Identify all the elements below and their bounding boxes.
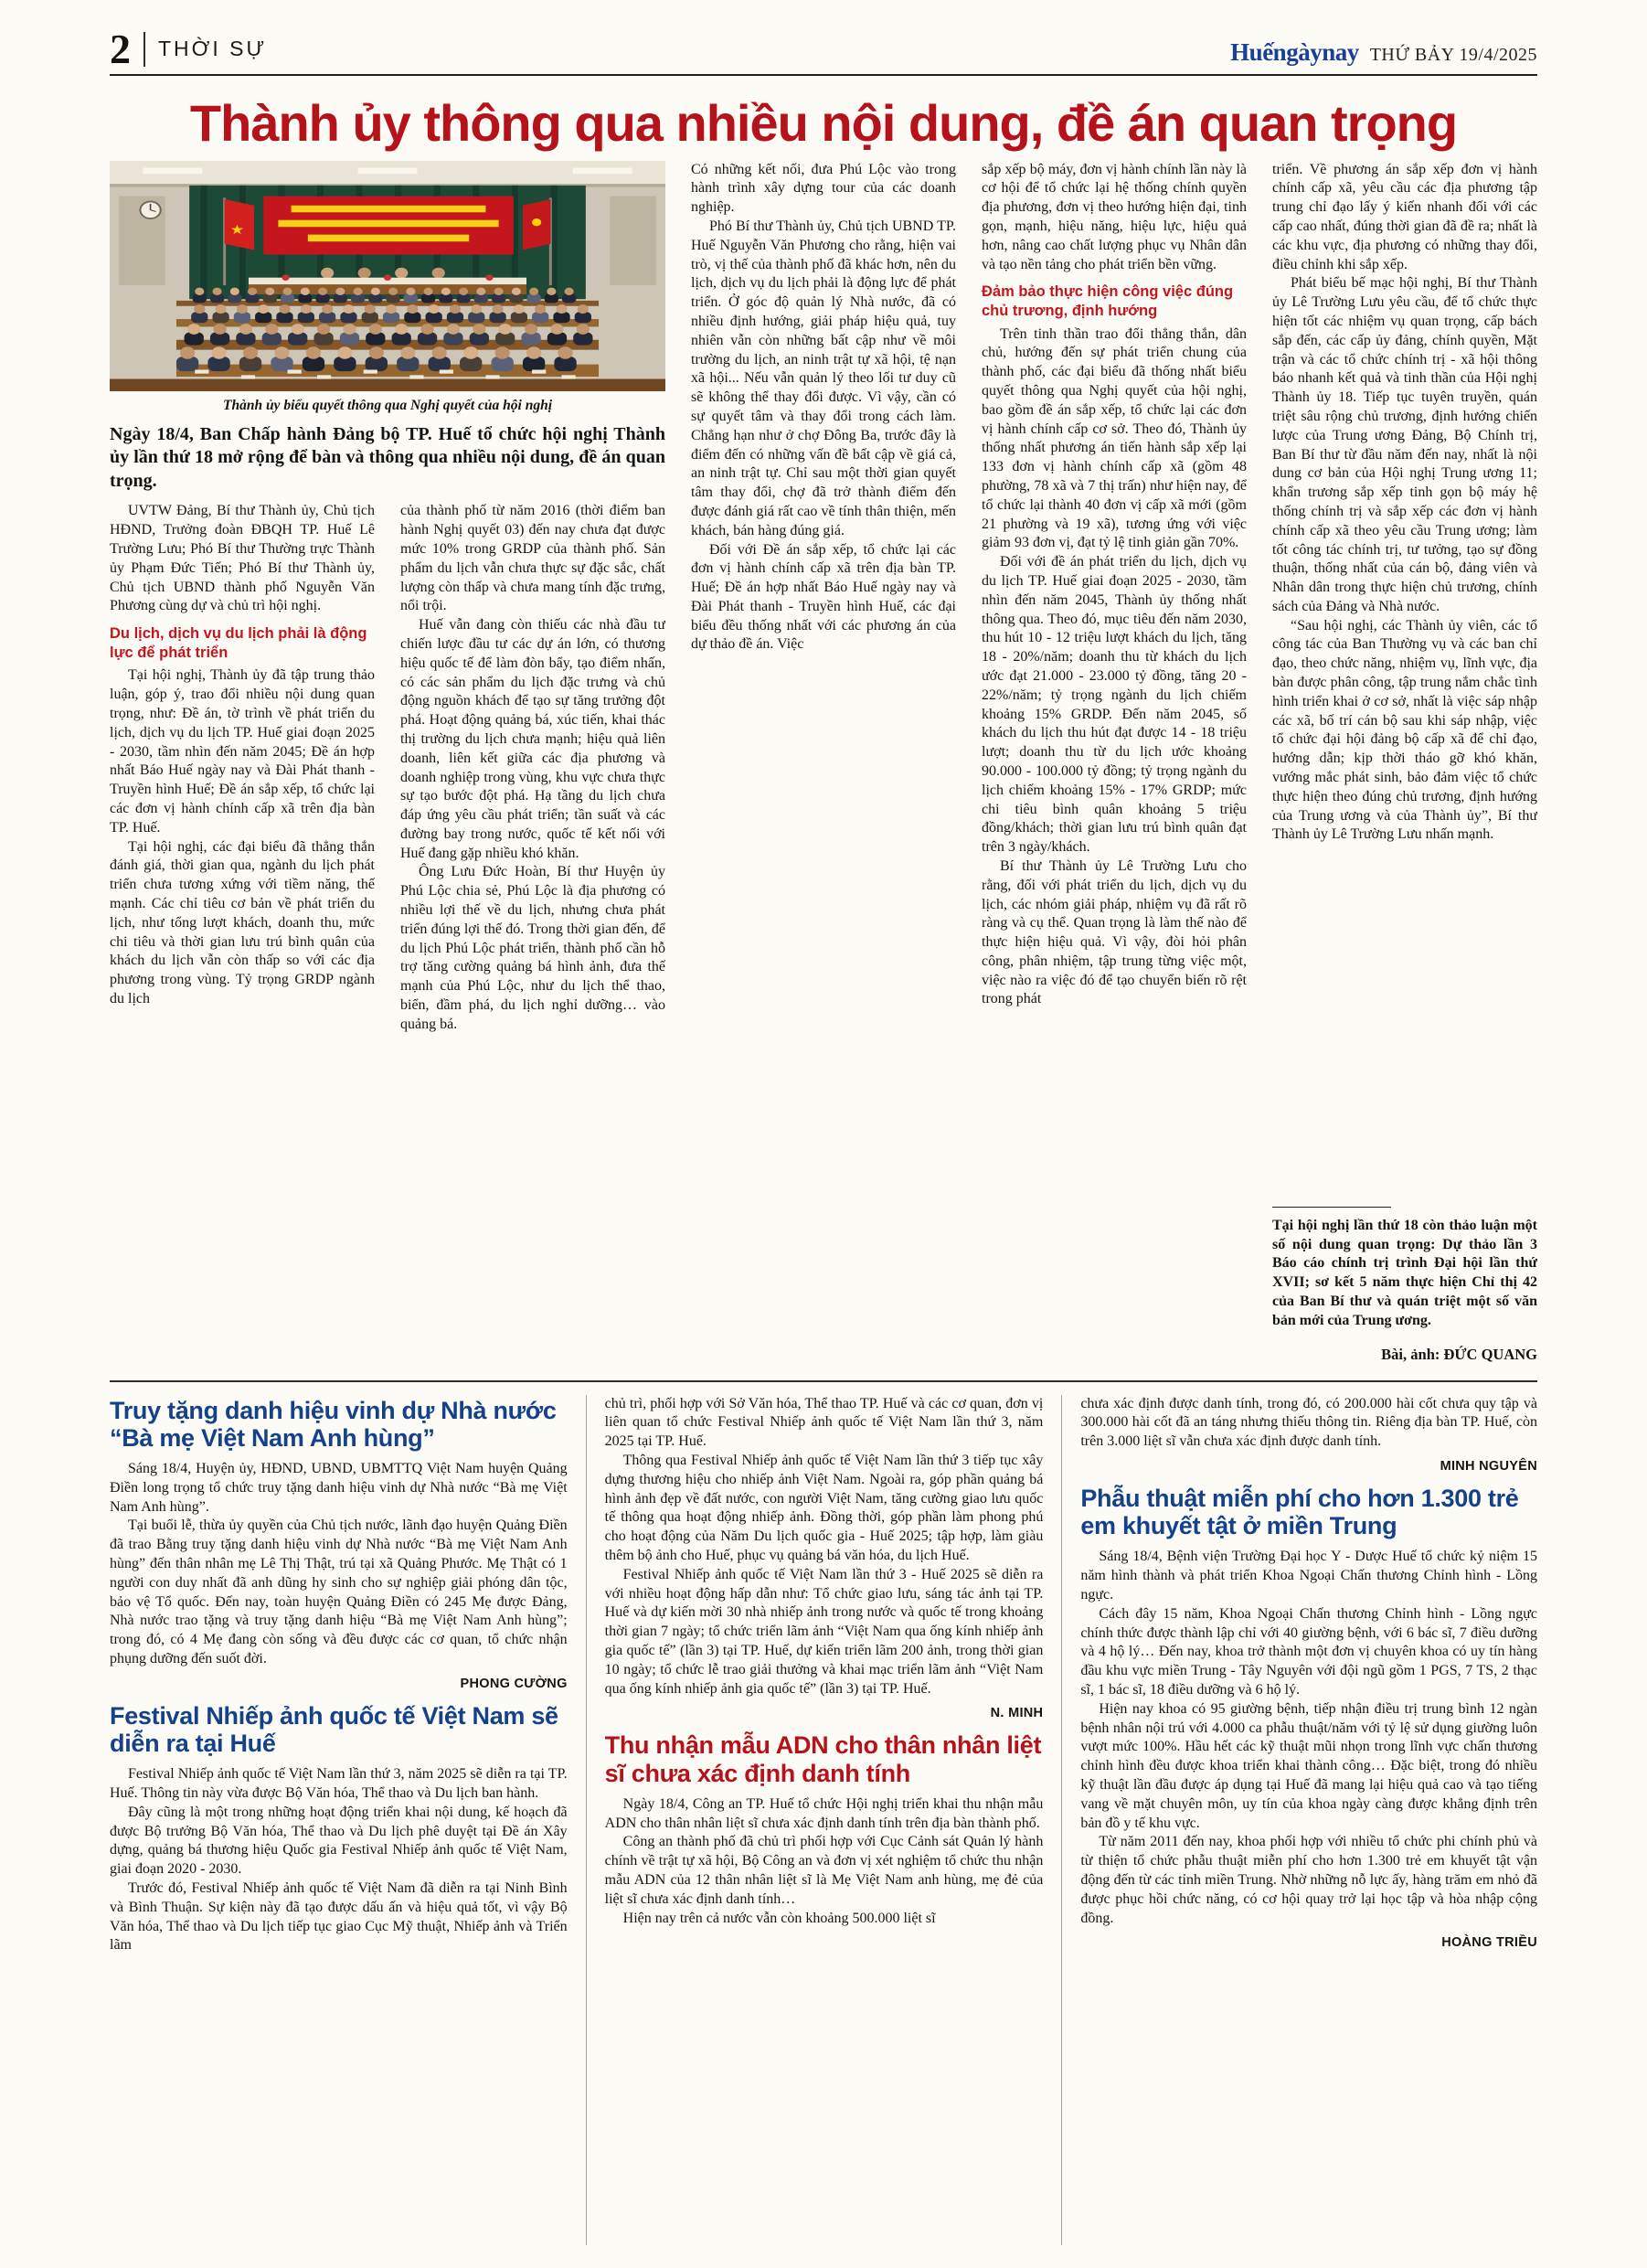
editor-note: Tại hội nghị lần thứ 18 còn thảo luận một số nội dung quan trọng: Dự thảo lần 3 Báo cáo chính trị trình Đại hội lần thứ XVII; sơ kết 5 năm thực hiện Chỉ thị 42 của Ban Bí thư và quán triệt một số văn bản mới của Trung ương. — [1272, 1199, 1537, 1331]
section-title: THỜI SỰ — [158, 37, 268, 61]
article-paragraph: Trước đó, Festival Nhiếp ảnh quốc tế Việt Nam đã diễn ra tại Ninh Bình và Bình Thuận. Sự kiện này đã tạo được dấu ấn và hiệu quả tốt, vì vậy Bộ Văn hóa, Thể thao và Du lịch tiếp tục giao Cục Mỹ thuật, Nhiếp ảnh và Triển lãm — [110, 1880, 568, 1954]
foreground-desk — [110, 378, 665, 390]
article-photo-block — [110, 161, 665, 503]
article-paragraph: Phát biểu bế mạc hội nghị, Bí thư Thành ủy Lê Trường Lưu yêu cầu, để tổ chức thực hiện tốt các nhiệm vụ quan trọng, cấp bách sắp đến, các cấp ủy đảng, chính quyền, Mặt trận và các tổ chức chính trị - xã hội thông báo nhanh kết quả và tinh thần của Hội nghị Thành ủy 18. Tiếp tục tuyên truyền, quán triệt sâu rộng chủ trương, định hướng chiến lược của Trung ương Đảng, Bộ Chính trị, Ban Bí thư từ đầu năm đến nay, nhất là nội dung cơ bản của Hội nghị Trung ương 11; khẩn trương sắp xếp tinh gọn bộ máy hệ thống chính trị và sắp xếp các đơn vị hành chính cấp xã theo yêu cầu Trung ương; làm tốt công tác chính trị, tư tưởng, tạo sự đồng thuận, thống nhất của cán bộ, đảng viên và Nhân dân trong thực hiện chủ trương, chính sách của Đảng và Nhà nước. — [1272, 275, 1537, 614]
article-paragraph: Festival Nhiếp ảnh quốc tế Việt Nam lần thứ 3, năm 2025 sẽ diễn ra tại TP. Huế. Thông tin này vừa được Bộ Văn hóa, Thể thao và Du lịch ban hành. — [110, 1766, 568, 1802]
article-paragraph: chưa xác định được danh tính, trong đó, có 200.000 hài cốt chưa quy tập và 300.000 hài cốt đã an táng nhưng thiếu thông tin. Riêng địa bàn TP. Huế, còn trên 3.000 liệt sĩ vẫn chưa xác định được danh tính. — [1080, 1395, 1537, 1450]
header-right — [1230, 38, 1537, 67]
brief-title: Thu nhận mẫu ADN cho thân nhân liệt sĩ chưa xác định danh tính — [604, 1731, 1042, 1787]
briefs-section — [110, 1395, 1537, 2245]
article-paragraph: Cách đây 15 năm, Khoa Ngoại Chấn thương Chỉnh hình - Lồng ngực chính thức được thành lập chỉ với 40 giường bệnh, với 6 bác sĩ, 7 điều dưỡng và 4 hộ lý… Đến nay, khoa trở thành một đơn vị chuyên khoa có uy tín hàng đầu khu vực miền Trung - Tây Nguyên với đội ngũ gồm 1 PGS, 7 TS, 2 thạc sĩ, 1 bác sĩ, 18 điều dưỡng và 6 hộ lý. — [1080, 1605, 1537, 1698]
article-paragraph: chủ trì, phối hợp với Sở Văn hóa, Thể thao TP. Huế và các cơ quan, đơn vị liên quan tổ chức Festival Nhiếp ảnh quốc tế Việt Nam lần thứ 3, năm 2025 tại TP. Huế. — [604, 1395, 1044, 1450]
article-paragraph: Từ năm 2011 đến nay, khoa phối hợp với nhiều tổ chức phi chính phủ và từ thiện tổ chức phẫu thuật miễn phí cho hơn 1.300 trẻ em khuyết tật vận động đến từ các tỉnh miền Trung. Nhờ những nỗ lực ấy, hàng trăm em nhỏ đã được phục hồi chức năng, có cơ hội quay trở lại học tập và hòa nhập cộng đồng. — [1080, 1834, 1537, 1926]
briefs-column-3 — [1061, 1395, 1537, 2245]
article-lead: Ngày 18/4, Ban Chấp hành Đảng bộ TP. Huế tổ chức hội nghị Thành ủy lần thứ 18 mở rộng để bàn và thông qua nhiều nội dung, đề án quan trọng. — [110, 423, 665, 491]
article-paragraph: Có những kết nối, đưa Phú Lộc vào trong hành trình xây dựng tour của các doanh nghiệp. — [691, 161, 956, 216]
header-left — [110, 26, 268, 72]
article-paragraph: Sáng 18/4, Huyện ủy, HĐND, UBND, UBMTTQ Việt Nam huyện Quảng Điền long trọng tổ chức truy tặng danh hiệu vinh dự Nhà nước “Bà mẹ Việt Nam Anh hùng”. — [110, 1461, 568, 1515]
conference-photo — [110, 161, 665, 391]
masthead-logo: Huếngàynay — [1230, 38, 1359, 67]
red-subhead: Du lịch, dịch vụ du lịch phải là động lực để phát triển — [110, 625, 367, 661]
author-byline: PHONG CƯỜNG — [460, 1676, 568, 1691]
article-paragraph: “Sau hội nghị, các Thành ủy viên, các tổ công tác của Ban Thường vụ và các ban chỉ đạo, theo chức năng, nhiệm vụ, lĩnh vực, địa bàn được phân công, tập trung nắm chắc tình hình triển khai ở cơ sở, nhất là việc sáp nhập các xã, bố trí cán bộ sau khi sáp nhập, việc tổ chức đại hội đảng bộ cấp xã để chỉ đạo, hướng dẫn; kịp thời tháo gỡ khó khăn, vướng mắc phát sinh, bảo đảm việc tổ chức thực hiện theo đúng chủ trương, định hướng của Trung ương và của Thành ủy”, Bí thư Thành ủy Lê Trường Lưu nhấn mạnh. — [1272, 617, 1537, 843]
article-paragraph: Hiện nay trên cả nước vẫn còn khoảng 500.000 liệt sĩ — [622, 1910, 936, 1926]
author-byline: Bài, ảnh: ĐỨC QUANG — [1381, 1345, 1537, 1363]
article-paragraph: Thông qua Festival Nhiếp ảnh quốc tế Việt Nam lần thứ 3 tiếp tục xây dựng thương hiệu cho nhiếp ảnh Việt Nam. Ngoài ra, góp phần quảng bá hình ảnh đẹp về đất nước, con người Việt Nam, tăng cường giao lưu quốc tế thông qua hoạt động nhiếp ảnh. Đồng thời, góp phần làm phong phú cho hoạt động của Năm Du lịch quốc gia - Huế 2025; tập hợp, làm giàu thêm bộ ảnh cho Huế, phục vụ quảng bá văn hóa, du lịch Huế. — [604, 1452, 1044, 1563]
red-subhead: Đảm bảo thực hiện công việc đúng chủ trương, định hướng — [982, 283, 1234, 319]
page-number: 2 — [110, 26, 131, 72]
article-paragraph: Tại buổi lễ, thừa ủy quyền của Chủ tịch nước, lãnh đạo huyện Quảng Điền đã trao Bằng truy tặng danh hiệu vinh dự Nhà nước “Bà mẹ Việt Nam Anh hùng” đến thân nhân mẹ Lê Thị Thật, trú tại xã Quảng Phước. Mẹ Thật có 1 người con duy nhất đã anh dũng hy sinh cho sự nghiệp giải phóng dân tộc, bảo vệ Tổ quốc. Đến nay, toàn huyện Quảng Điền có 245 Mẹ được Đảng, Nhà nước trao tặng và truy tặng danh hiệu “Bà mẹ Việt Nam Anh hùng”; trong đó, có 4 Mẹ đang còn sống và đều được các cơ quan, tổ chức nhận phụng dưỡng đến suốt đời. — [110, 1517, 568, 1666]
briefs-column-2 — [586, 1395, 1062, 2245]
article-paragraph: sắp xếp bộ máy, đơn vị hành chính lần này là cơ hội để tổ chức lại hệ thống chính quyền địa phương, đơn vị theo hướng hiện đại, tinh gọn, mạnh, hiệu năng, hiệu lực, hiệu quả hơn, nâng cao chất lượng phục vụ Nhân dân và tạo nền tảng cho phát triển bền vững. — [982, 161, 1247, 272]
article-column-5 — [1272, 161, 1537, 1364]
article-paragraph: Trên tinh thần trao đổi thẳng thắn, dân chủ, hướng đến sự phát triển chung của thành phố, các đại biểu đã thống nhất biểu quyết thông qua Nghị quyết của hội nghị, bao gồm đề án sắp xếp, tổ chức lại các đơn vị hành chính cấp cơ sở. Theo đó, Thành ủy thống nhất phương án tiến hành sắp xếp lại 133 đơn vị hành chính cấp xã (gồm 48 phường, 78 xã và 7 thị trấn) như hiện nay, để tổ chức lại thành 40 đơn vị cấp xã mới (gồm 21 phường và 19 xã), tương ứng với việc giảm 93 đơn vị, đạt tỷ lệ tinh giản gần 70%. — [982, 325, 1247, 551]
author-byline: MINH NGUYÊN — [1440, 1458, 1537, 1474]
page-header — [110, 26, 1537, 76]
author-byline: HOÀNG TRIỀU — [1441, 1935, 1537, 1951]
article-paragraph: triển. Về phương án sắp xếp đơn vị hành chính cấp xã, yêu cầu các địa phương tập trung chỉ đạo lấy ý kiến nhanh đối với các cấp cao nhất, đúng thời gian đã đề ra; nhất là các khu vực, địa phương có những thay đổi, điều chỉnh khi sắp xếp. — [1272, 161, 1537, 272]
conference-hall-illustration — [110, 161, 665, 391]
main-headline: Thành ủy thông qua nhiều nội dung, đề án quan trọng — [189, 94, 1458, 153]
conference-banner — [263, 196, 514, 254]
article-paragraph: Tại hội nghị, Thành ủy đã tập trung thảo luận, góp ý, trao đổi nhiều nội dung quan trọng, như: Đề án, tờ trình về phát triển du lịch, dịch vụ du lịch TP. Huế giai đoạn 2025 - 2030, tầm nhìn đến năm 2045; Đề án hợp nhất Báo Huế ngày nay và Đài Phát thanh - Truyền hình Huế; Đề án sắp xếp, tổ chức lại các đơn vị hành chính cấp xã trên địa bàn TP. Huế. — [110, 667, 375, 836]
brief-title: Phẫu thuật miễn phí cho hơn 1.300 trẻ em khuyết tật ở miền Trung — [1080, 1484, 1519, 1540]
section-divider — [110, 1380, 1537, 1382]
article-column-4 — [982, 161, 1247, 1364]
article-paragraph: UVTW Đảng, Bí thư Thành ủy, Chủ tịch HĐND, Trưởng đoàn ĐBQH TP. Huế Lê Trường Lưu; Phó Bí thư Thường trực Thành ủy Phạm Đức Tiến; Phó Bí thư Thành ủy, Chủ tịch UBND thành phố Nguyễn Văn Phương cùng dự và chủ trì hội nghị. — [110, 503, 375, 614]
article-paragraph: Công an thành phố đã chủ trì phối hợp với Cục Cảnh sát Quản lý hành chính về trật tự xã hội, Bộ Công an và đơn vị xét nghiệm tổ chức thu nhận mẫu ADN của 12 thân nhân liệt sĩ là Mẹ Việt Nam anh hùng, mẹ đẻ của liệt sĩ chưa xác định danh tính… — [604, 1834, 1044, 1907]
brief-title: Truy tặng danh hiệu vinh dự Nhà nước “Bà mẹ Việt Nam Anh hùng” — [110, 1396, 557, 1452]
article-paragraph: Huế vẫn đang còn thiếu các nhà đầu tư chiến lược đầu tư các dự án lớn, có thương hiệu quốc tế để làm đòn bẩy, tạo điểm nhấn, có các sản phẩm du lịch đặc trưng và chủ động nguồn khách để tạo sự tăng trưởng đột phá. Hoạt động quảng bá, xúc tiến, khai thác thị trường du lịch chưa mạnh; hiệu quả liên doanh, liên kết giữa các địa phương và doanh nghiệp trong vùng, khu vực chưa thực sự tạo bước đột phá. Hạ tầng du lịch chưa đáp ứng yêu cầu phát triển; tần suất và các đường bay trong nước, quốc tế kết nối với Huế đang gặp nhiều khó khăn. — [400, 617, 665, 861]
article-paragraph: Festival Nhiếp ảnh quốc tế Việt Nam lần thứ 3 - Huế 2025 sẽ diễn ra với nhiều hoạt động hấp dẫn như: Tổ chức giao lưu, sáng tác ảnh tại TP. Huế và dự kiến mời 30 nhà nhiếp ảnh trong nước và quốc tế trong khoảng thời gian 7 ngày; tổ chức triển lãm ảnh “Việt Nam qua ống kính nhiếp ảnh gia quốc tế” (lần 3) tại TP. Huế, dự kiến triển lãm 200 ảnh, trong thời gian 10 ngày; tổ chức lễ trao giải thưởng và khai mạc triển lãm ảnh “Việt Nam qua ống kính nhiếp ảnh gia quốc tế” (lần 3) tại TP. Huế. — [604, 1566, 1044, 1697]
article-paragraph: Tại hội nghị, các đại biểu đã thẳng thắn đánh giá, thời gian qua, ngành du lịch phát triển chưa tương xứng với tiềm năng, thế mạnh. Các chỉ tiêu cơ bản về phát triển du lịch, như tổng lượt khách, doanh thu, mức chi tiêu và thời gian lưu trú bình quân của khách du lịch vẫn còn thấp so với các địa phương trong vùng. Tỷ trọng GRDP ngành du lịch — [110, 838, 375, 1006]
article-paragraph: Bí thư Thành ủy Lê Trường Lưu cho rằng, đối với phát triển du lịch, dịch vụ du lịch, các nhóm giải pháp, nhiệm vụ đã rất rõ ràng và cụ thể. Quan trọng là làm thế nào để thực hiện hiệu quả. Vì vậy, đòi hỏi phân công, phân nhiệm, tập trung từng việc một, việc nào ra việc đó để tạo chuyển biến rõ rệt trong phát — [982, 857, 1247, 1007]
article-paragraph: Sáng 18/4, Bệnh viện Trường Đại học Y - Dược Huế tổ chức kỷ niệm 15 năm hình thành và phát triển Khoa Ngoại Chấn thương Chỉnh hình - Lồng ngực. — [1080, 1549, 1537, 1603]
issue-date: THỨ BẢY 19/4/2025 — [1369, 45, 1537, 66]
article-paragraph: của thành phố từ năm 2016 (thời điểm ban hành Nghị quyết 03) đến nay chưa đạt được mức 10% trong GRDP của thành phố. Sản phẩm du lịch vẫn chưa thực sự đặc sắc, chất lượng còn thấp và chưa mang tính đặc trưng, nổi trội. — [400, 503, 665, 614]
article-column-2 — [400, 502, 665, 1363]
photo-caption: Thành ủy biểu quyết thông qua Nghị quyết của hội nghị — [222, 397, 553, 413]
article-column-1 — [110, 502, 375, 1363]
brief-title: Festival Nhiếp ảnh quốc tế Việt Nam sẽ diễn ra tại Huế — [110, 1701, 558, 1758]
article-paragraph: Đây cũng là một trong những hoạt động triển khai nội dung, kế hoạch đã được Bộ trưởng Bộ Văn hóa, Thể thao và Du lịch phê duyệt tại Đề án Xây dựng, quảng bá thương hiệu Quốc gia Festival Nhiếp ảnh quốc tế Việt Nam, giai đoạn 2020 - 2030. — [110, 1804, 568, 1878]
author-byline: N. MINH — [990, 1706, 1044, 1721]
article-column-3 — [691, 161, 956, 1364]
main-article — [110, 161, 1537, 1364]
article-paragraph: Hiện nay khoa có 95 giường bệnh, tiếp nhận điều trị trung bình 12 ngàn bệnh nhân nội trú với 4.000 ca phẫu thuật/năm với tỷ lệ sử dụng giường luôn vượt mức 100%. Hầu hết các kỹ thuật mũi nhọn trong lĩnh vực chấn thương chỉnh hình đều được khoa triển khai thành công… Đặc biệt, trong đó nhiều kỹ thuật lần đầu được áp dụng tại Huế đã mang lại hiệu quả cao và tạo tiếng vang về mặt chuyên môn, uy tín của khoa ngày càng được khẳng định trên bản đồ y tế khu vực. — [1080, 1700, 1537, 1831]
svg-text:★: ★ — [229, 220, 245, 237]
article-paragraph: Đối với Đề án sắp xếp, tổ chức lại các đơn vị hành chính cấp xã trên địa bàn TP. Huế; Đề án hợp nhất Báo Huế ngày nay và Đài Phát thanh - Truyền hình Huế, các đại biểu đều thống nhất với các phương án của dự thảo đề án. Việc — [691, 541, 956, 653]
briefs-column-1 — [110, 1395, 586, 2245]
article-paragraph: Đối với đề án phát triển du lịch, dịch vụ du lịch TP. Huế giai đoạn 2025 - 2030, tầm nhìn đến năm 2045, Thành ủy thống nhất thông qua. Theo đó, mục tiêu đến năm 2030, thu hút 10 - 12 triệu lượt khách du lịch, tăng 18 - 20%/năm; doanh thu từ khách du lịch ước đạt 21.000 - 23.000 tỷ đồng, tăng 20 - 22%/năm; tỷ trọng ngành du lịch chiếm khoảng 15% GRDP. Đến năm 2045, số khách du lịch thu hút đạt được 14 - 18 triệu lượt; doanh thu từ du lịch ước khoảng 90.000 - 100.000 tỷ đồng; tỷ trọng ngành du lịch chiếm khoảng 15% - 17% GRDP; mức chi tiêu bình quân khoảng 5 triệu đồng/khách; thời gian lưu trú bình quân đạt trên 3 ngày/khách. — [982, 554, 1247, 856]
article-paragraph: Phó Bí thư Thành ủy, Chủ tịch UBND TP. Huế Nguyễn Văn Phương cho rằng, hiện vai trò, vị thế của thành phố đã khác hơn, nên du lịch, dịch vụ du lịch phải là động lực để phát triển. Ở góc độ quản lý Nhà nước, đã có nhiều định hướng, giải pháp hiệu quả, tuy nhiên vẫn còn những bất cập như về môi trường du lịch, an ninh trật tự xã hội, tệ nạn xã hội... Nếu vẫn quản lý theo lối tư duy cũ sẽ không thể thay đổi được. Vì vậy, cần có sự quyết tâm và thay đổi trong cách làm. Chẳng hạn như ở chợ Đông Ba, trước đây là điểm đến có những vấn đề bất cập về giá cả, an ninh trật tự. Chỉ sau một thời gian quyết tâm thay đổi, chợ đã trở thành điểm đến được đánh giá rất cao về tính thân thiện, mến khách, bán hàng đúng giá. — [691, 218, 956, 538]
article-paragraph: Ông Lưu Đức Hoàn, Bí thư Huyện ủy Phú Lộc chia sẻ, Phú Lộc là địa phương có nhiều lợi thế về du lịch, nhưng chưa phát triển đúng lợi thế đó. Trong thời gian đến, để du lịch Phú Lộc phát triển, thành phố cần hỗ trợ tăng cường quảng bá hình ảnh, đưa thế mạnh của Phú Lộc, như du lịch thể thao, biển, đầm phá, du lịch nghỉ dưỡng… vào quảng bá. — [400, 864, 665, 1032]
header-divider — [143, 32, 145, 67]
article-paragraph: Ngày 18/4, Công an TP. Huế tổ chức Hội nghị triển khai thu nhận mẫu ADN cho thân nhân liệt sĩ chưa xác định danh tính trên địa bàn thành phố. — [604, 1795, 1044, 1831]
